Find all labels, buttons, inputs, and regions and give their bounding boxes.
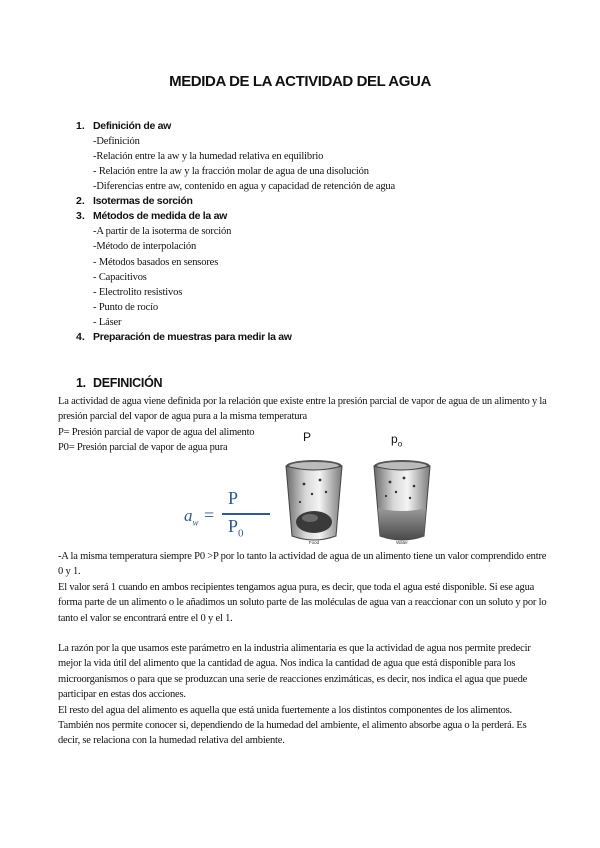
formula-equals: = xyxy=(204,505,215,525)
toc-subitem: -Método de interpolación xyxy=(93,241,197,253)
toc-subitem: -A partir de la isoterma de sorción xyxy=(93,226,232,238)
formula-numerator: P xyxy=(228,488,239,508)
toc-subitem: - Capacitivos xyxy=(93,271,147,283)
beaker-water-image xyxy=(370,458,434,548)
toc-number: 4. xyxy=(76,331,85,344)
formula-lhs: $a_w$ xyxy=(184,506,199,528)
body-paragraphs xyxy=(58,549,548,626)
section-heading xyxy=(76,376,162,390)
paragraph: -A la misma temperatura siempre P0 >P por lo tanto la actividad de agua de un alimento tiene un valor comprendido entre 0 y 1. xyxy=(58,551,547,578)
paragraph: P= Presión parcial de vapor de agua del alimento xyxy=(58,426,255,438)
cup-water-caption: Water xyxy=(396,540,408,545)
toc-subitem: -Definición xyxy=(93,136,140,147)
section-title: DEFINICIÓN xyxy=(93,376,163,390)
cup-food-label: P xyxy=(303,430,312,444)
document-title: MEDIDA DE LA ACTIVIDAD DEL AGUA xyxy=(169,73,431,90)
toc-heading: Métodos de medida de la aw xyxy=(93,210,227,223)
toc-item-4 xyxy=(76,330,536,345)
toc-number: 1. xyxy=(76,120,85,132)
toc-subitem: - Electrolito resistivos xyxy=(93,286,183,298)
paragraph: La razón por la que usamos este parámetro en la industria alimentaria es que la actividad de agua nos permite predecir mejor la vida útil del alimento que la cantidad de agua. Nos indica la cantidad de agua que está disponible para los microorganismos o para que se produzcan una serie de reacciones enzimáticas, es decir, nos indica el agua que puede participar en estas dos acciones. xyxy=(58,643,531,701)
cup-food-caption: Food xyxy=(308,540,320,545)
toc-item-1 xyxy=(76,119,536,194)
table-of-contents xyxy=(76,119,536,345)
paragraph: El resto del agua del alimento es aquella que está unida fuertemente a los distintos componentes de los alimentos. xyxy=(58,704,512,716)
toc-subitem: - Punto de rocío xyxy=(93,301,158,313)
paragraph: P0= Presión parcial de vapor de agua pura xyxy=(58,442,228,454)
paragraph: La actividad de agua viene definida por la relación que existe entre la presión parcial de vapor de agua de un alimento y la presión parcial del vapor de agua pura a la misma temperatura xyxy=(58,396,547,423)
toc-subitem: - Relación entre la aw y la fracción molar de agua de una disolución xyxy=(93,166,369,178)
toc-item-3 xyxy=(76,209,536,330)
beaker-food-image xyxy=(282,458,346,548)
paragraph: El valor será 1 cuando en ambos recipientes tengamos agua pura, es decir, que toda el agua esté disponible. Si ese agua forma parte de un alimento o le añadimos un soluto parte de las moléculas de agua van a reaccionar con un soluto y por lo tanto el valor se encontrará entre el 0 y el 1. xyxy=(58,581,547,624)
intro-paragraphs xyxy=(58,394,548,456)
toc-item-2 xyxy=(76,194,536,209)
formula-denominator: $P_0$ xyxy=(228,516,244,540)
toc-heading: Preparación de muestras para medir la aw xyxy=(93,331,292,344)
section-number: 1. xyxy=(76,376,86,390)
toc-heading: Definición de aw xyxy=(93,120,172,132)
body-paragraphs-2 xyxy=(58,641,548,749)
toc-subitem: -Relación entre la aw y la humedad relativa en equilibrio xyxy=(93,151,324,163)
aw-formula xyxy=(178,484,278,544)
cup-water-label: $p_o$ xyxy=(391,432,403,449)
water-activity-figure xyxy=(178,430,438,548)
toc-subitem: - Láser xyxy=(93,316,122,328)
paragraph: También nos permite conocer si, dependiendo de la humedad del ambiente, el alimento absorbe agua o la perderá. Es decir, se relaciona con la humedad relativa del ambiente. xyxy=(58,720,527,747)
toc-number: 3. xyxy=(76,210,85,223)
toc-number: 2. xyxy=(76,195,85,208)
toc-subitem: -Diferencias entre aw, contenido en agua y capacidad de retención de agua xyxy=(93,181,396,193)
toc-subitem: - Métodos basados en sensores xyxy=(93,256,219,268)
fraction-bar xyxy=(222,513,270,515)
toc-heading: Isotermas de sorción xyxy=(93,195,193,208)
